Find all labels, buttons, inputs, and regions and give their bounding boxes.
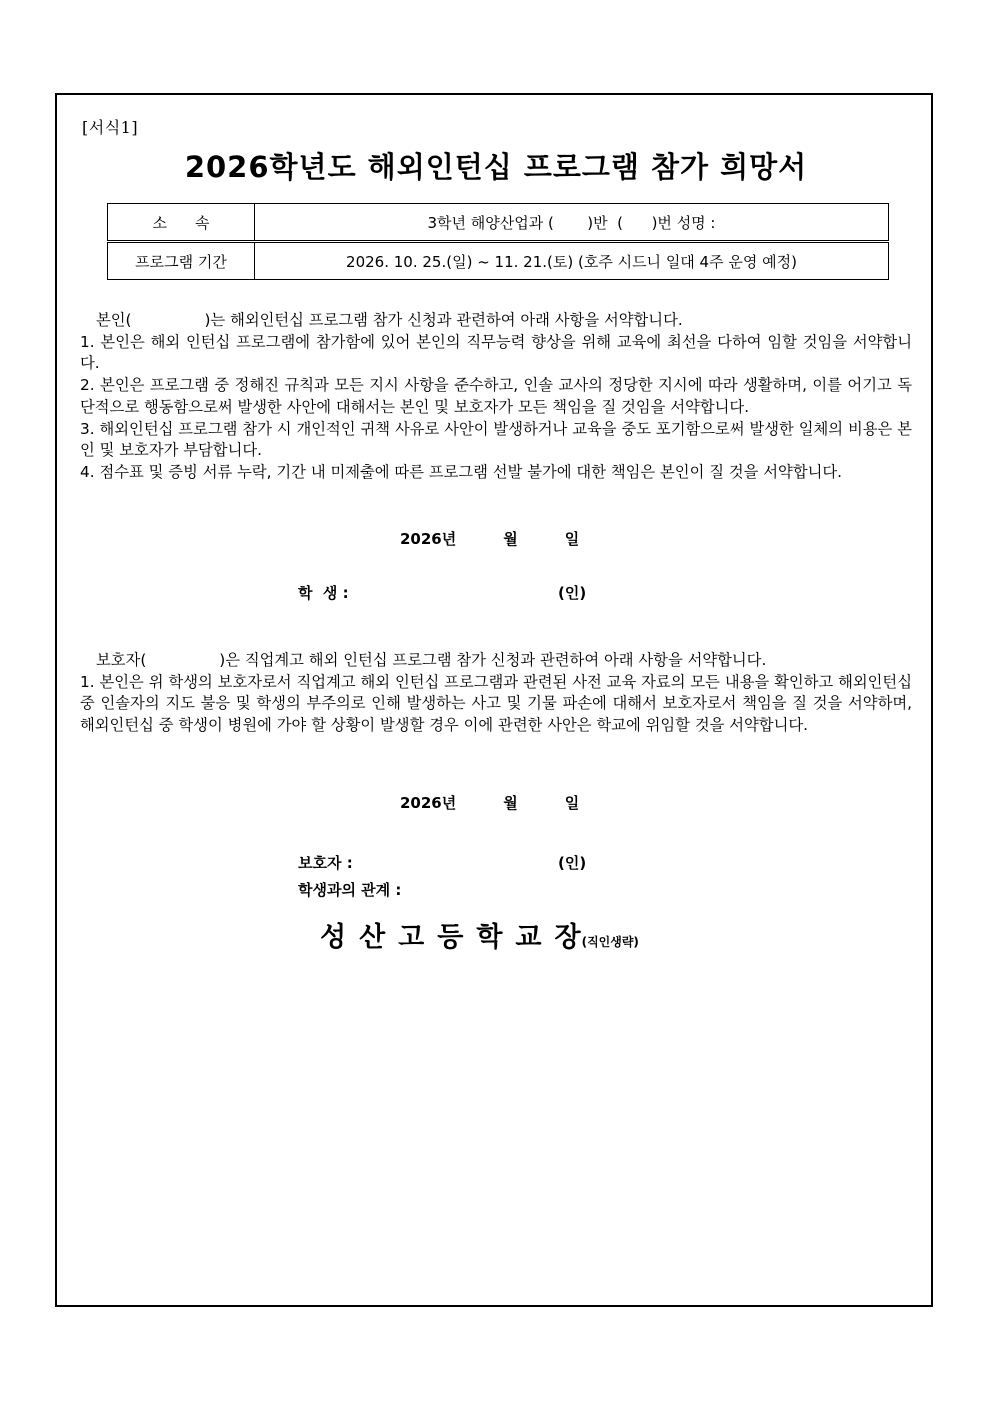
table-row [108,204,889,242]
info-table [107,203,889,280]
guardian-pledge [80,650,912,737]
guardian-pledge-item-1: 1. 본인은 위 학생의 보호자로서 직업계고 해외 인턴십 프로그램과 관련된 사전 교육 자료의 모든 내용을 확인하고 해외인턴십 중 인솔자의 지도 불응 및 학생의 부주의로 인해 발생하는 사고 및 기물 파손에 대해서 보호자로서 책임을 질 것을 서약하며, 해외인턴십 중 학생이 병원에 가야 할 상황이 발생할 경우 이에 관련한 사안은 학교에 위임할 것을 서약합니다. [80,672,912,735]
period-label: 프로그램 기간 [135,252,227,271]
student-seal-mark: (인) [558,584,587,602]
affiliation-value-cell [255,204,889,242]
form-label: [서식1] [82,118,139,137]
student-pledge-intro: 본인( )는 해외인턴십 프로그램 참가 신청과 관련하여 아래 사항을 서약합니다. [96,311,683,329]
student-pledge-item-3: 3. 해외인턴십 프로그램 참가 시 개인적인 귀책 사유로 사안이 발생하거나 교육을 중도 포기함으로써 발생한 일체의 비용은 본인 및 보호자가 부담합니다. [80,419,912,460]
affiliation-label: 소속 [152,213,238,232]
student-signer-label: 학 생 : [298,584,349,602]
period-value: 2026. 10. 25.(일) ~ 11. 21.(토) (호주 시드니 일대 4주 운영 예정) [346,252,797,271]
period-label-cell [108,242,255,280]
affiliation-value: 3학년 해양산업과 ( )반 ( )번 성명 : [427,213,716,232]
affiliation-label-cell [108,204,255,242]
guardian-relation-label: 학생과의 관계 : [298,881,402,899]
student-pledge-item-4: 4. 점수표 및 증빙 서류 누락, 기간 내 미제출에 따른 프로그램 선발 불가에 대한 책임은 본인이 질 것을 서약합니다. [80,462,843,481]
student-pledge-item-2: 2. 본인은 프로그램 중 정해진 규칙과 모든 지시 사항을 준수하고, 인솔 교사의 정당한 지시에 따라 생활하며, 이를 어기고 독단적으로 행동함으로써 발생한 사안에 대해서는 본인 및 보호자가 모든 책임을 질 것임을 서약합니다. [80,376,912,416]
student-pledge-item-1: 1. 본인은 해외 인턴십 프로그램에 참가함에 있어 본인의 직무능력 향상을 위해 교육에 최선을 다하여 임할 것임을 서약합니다. [80,332,912,373]
guardian-signer-label: 보호자 : [298,854,353,872]
guardian-seal-mark: (인) [558,854,587,872]
page-title: 2026학년도 해외인턴십 프로그램 참가 희망서 [184,150,808,184]
student-pledge [80,310,912,484]
seal-omitted-note: (직인생략) [581,935,639,949]
period-value-cell [255,242,889,280]
guardian-pledge-intro: 보호자( )은 직업계고 해외 인턴십 프로그램 참가 신청과 관련하여 아래 사항을 서약합니다. [96,651,767,669]
student-date-line: 2026년 월 일 [400,530,580,548]
school-name: 성산고등학교장 [320,922,594,953]
school-seal [320,915,639,954]
table-row [108,242,889,280]
guardian-date-line: 2026년 월 일 [400,794,580,812]
